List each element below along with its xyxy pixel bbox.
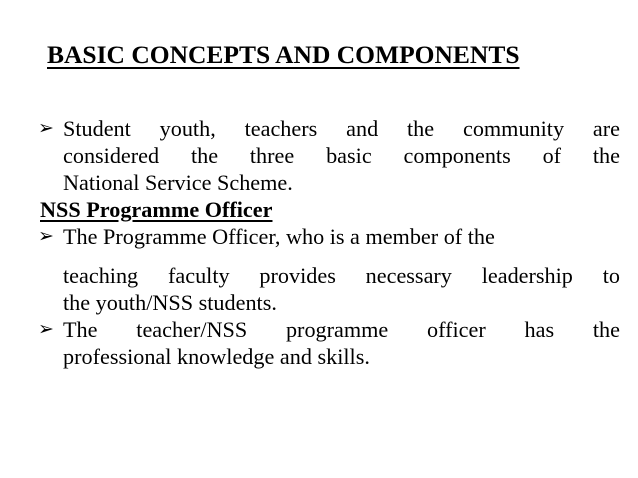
slide-title: BASIC CONCEPTS AND COMPONENTS (47, 40, 520, 69)
bullet-item (40, 223, 620, 316)
section-heading: NSS Programme Officer (40, 197, 273, 222)
bullet-text-line: teaching faculty provides necessary leadership to (63, 263, 620, 288)
arrow-bullet-icon: ➢ (38, 225, 54, 247)
bullet-text-line: considered the three basic components of the (63, 143, 620, 168)
slide-content (40, 115, 620, 370)
bullet-text-line: The teacher/NSS programme officer has the (63, 317, 620, 342)
bullet-text-line: professional knowledge and skills. (63, 344, 370, 369)
bullet-text-line: National Service Scheme. (63, 170, 293, 195)
arrow-bullet-icon: ➢ (38, 117, 54, 139)
bullet-item (40, 115, 620, 196)
bullet-item (40, 316, 620, 370)
arrow-bullet-icon: ➢ (38, 318, 54, 340)
bullet-text-line: The Programme Officer, who is a member of the (63, 224, 495, 249)
bullet-text-line: Student youth, teachers and the community are (63, 116, 620, 141)
bullet-text-line: the youth/NSS students. (63, 290, 277, 315)
